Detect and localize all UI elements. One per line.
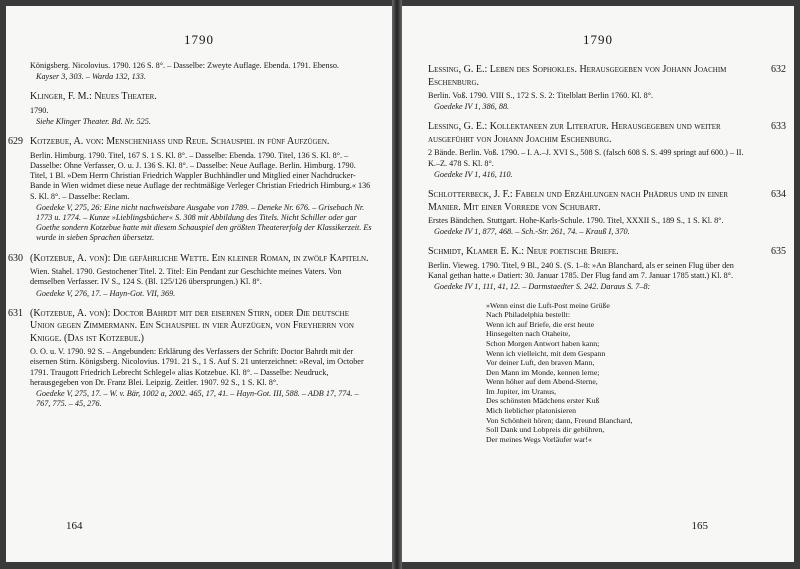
entry-629 (8, 136, 374, 243)
entry-body: Berlin. Himburg. 1790. Titel, 167 S. 1 S. Kl. 8°. – Dasselbe: Ebenda. 1790. Titel, 136 S. Kl. 8°. – Dasselbe: Ohne Verfasser, O. u. J. 136 S. Kl. 8°. – Dasselbe: Neue Auflage. Berlin. Himburg. 1790. Titel, 1 Bl. »Dem Herrn Christian Friedrich Wappler Buchhändler und Mitglied einer Nachdrucker-Bande in Wien widmet diese neue Auflage der rechtmäßige Verleger Christian Friedrich Himburg.« 136 S. Kl. 8°. – Dasselbe: Reclam. (30, 150, 371, 201)
book-gutter (392, 0, 402, 569)
entry-title: Kotzebue, A. von: Menschenhaß und Reue. Schauspiel in fünf Aufzügen. (30, 136, 330, 148)
poem-line: Soll Dank und Lobpreis dir gebühren, (486, 425, 605, 435)
poem-line: Den Mann im Monde, kennen lerne; (486, 367, 600, 377)
entry-literature: Goedeke V, 276, 17. – Hayn-Got. VII, 369. (36, 288, 176, 298)
entry-number: 635 (771, 246, 786, 258)
poem-line: Vor deiner Luft, den braven Mann, (486, 358, 595, 368)
entry-continuation (30, 61, 374, 82)
left-page (6, 6, 392, 562)
entry-title: Lessing, G. E.: Leben des Sophokles. Herausgegeben von Johann Joachim Eschenburg. (428, 64, 727, 88)
entry-633 (428, 121, 786, 180)
entry-number: 634 (771, 189, 786, 201)
entry-body: Königsberg. Nicolovius. 1790. 126 S. 8°. – Dasselbe: Zweyte Auflage. Ebenda. 1791. Ebenso. (30, 61, 339, 70)
entry-literature: Kayser 3, 303. – Warda 132, 133. (36, 72, 146, 82)
poem-line: Schon Morgen Antwort haben kann; (486, 338, 600, 348)
poem-line: »Wenn einst die Luft-Post meine Grüße (486, 300, 610, 310)
entry-literature: Goedeke IV 1, 386, 88. (434, 102, 510, 112)
entry-literature: Goedeke V, 275, 17. – W. v. Bär, 1002 a, 2002. 465, 17, 41. – Hayn-Got. III, 588. – ADB 17, 774. – 767, 775. – 45, 276. (36, 389, 359, 409)
entry-literature: Goedeke V, 275, 26: Eine nicht nachweisbare Ausgabe von 1789. – Deneke Nr. 676. – Grisebach Nr. 1773 u. 1774. – Kunze »Lieblingsbücher« S. 308 mit Abbildung des Titels. Nicht Schiller oder gar Goethe sondern Kotzebue hatte mit diesem Schauspiel den größten Theatererfolg der Klassikerzeit. Es wurde in sieben Sprachen übersetzt. (36, 202, 372, 243)
right-page-content (428, 64, 786, 453)
entry-number: 631 (8, 307, 23, 319)
entry-literature: Goedeke IV 1, 877, 468. – Sch.-Str. 261, 74. – Krauß I, 370. (434, 227, 630, 237)
poem-line: Von Schönheit hören; dann, Freund Blanchard, (486, 415, 633, 425)
entry-title: (Kotzebue, A. von): Die gefährliche Wette. Ein kleiner Roman, in zwölf Kapiteln. (30, 252, 369, 264)
entry-literature: Siehe Klinger Theater. Bd. Nr. 525. (36, 117, 151, 127)
entry-number: 630 (8, 252, 23, 264)
entry-number: 632 (771, 64, 786, 75)
entry-title: (Kotzebue, A. von): Doctor Bahrdt mit der eisernen Stirn, oder Die deutsche Union gegen Zimmermann. Ein Schauspiel in vier Aufzügen, von Freyherrn von Knigge. (Das ist Kotzebue.) (30, 307, 354, 344)
entry-635 (428, 246, 786, 444)
entry-title: Klinger, F. M.: Neues Theater. (30, 91, 157, 103)
entry-title: Schlotterbeck, J. F.: Fabeln und Erzählungen nach Phädrus und in einer Manier. Mit einer Vorrede von Schubart. (428, 189, 729, 213)
entry-body: 1790. (30, 105, 49, 115)
entry-title: Lessing, G. E.: Kollektaneen zur Literatur. Herausgegeben und weiter ausgeführt von Johann Joachim Eschenburg. (428, 121, 721, 145)
poem-line: Hinsegelten nach Otaheite, (486, 329, 571, 339)
poem-line: Wenn ich auf Briefe, die erst heute (486, 319, 595, 329)
poem-line: Der meines Wegs Vorläufer war!« (486, 434, 592, 444)
left-page-header: 1790 (184, 32, 214, 47)
right-page (402, 6, 794, 562)
poem-line: Des schönsten Mädchens erster Kuß (486, 396, 600, 406)
entry-body: Erstes Bändchen. Stuttgart. Hohe-Karls-Schule. 1790. Titel, XXXII S., 189 S., 1 S. Kl. 8°. (428, 216, 724, 226)
entry-631 (8, 307, 374, 410)
poem-line: Wenn ich vielleicht, mit dem Gespann (486, 348, 606, 358)
right-page-number: 165 (691, 520, 708, 532)
entry-literature: Goedeke IV 1, 416, 110. (434, 169, 513, 179)
entry-body: O. O. u. V. 1790. 92 S. – Angebunden: Erklärung des Verfassers der Schrift: Doctor Bahrdt mit der eisernen Stirn. Königsberg. Nicolovius. 1791. 21 S., 1 S. Auf S. 21 unterzeichnet: »Reval, im October 1791. Traugott Friedrich Lebrecht Schlegel« alias Kotzebue. Kl. 8°. – Dasselbe: Neudruck, herausgegeben von Dr. Franz Blei. Leipzig. Zeitler. 1907. 92 S., 1 S. Kl. 8°. (30, 347, 364, 387)
entry-title: Schmidt, Klamer E. K.: Neue poetische Briefe. (428, 246, 619, 258)
entry-632 (428, 64, 786, 112)
left-page-number: 164 (66, 520, 83, 532)
entry-body: Berlin. Voß. 1790. VIII S., 172 S. S. 2: Titelblatt Berlin 1760. Kl. 8°. (428, 91, 654, 100)
entry-630 (8, 252, 374, 299)
left-page-content (8, 61, 374, 418)
entry-klinger (30, 91, 374, 127)
entry-literature: Goedeke IV 1, 111, 41, 12. – Darmstaedter S. 242. Daraus S. 7–8: (434, 282, 651, 292)
entry-body: Berlin. Vieweg. 1790. Titel, 9 Bl., 240 S. (S. 1–8: »An Blanchard, als er seinen Flug über den Kanal gethan hatte.« Datiert: 30. Januar 1785. Der Flug fand am 7. Januar 1785 statt.) Kl. 8°. (428, 260, 734, 281)
entry-number: 633 (771, 121, 786, 133)
poem-line: Nach Philadelphia bestellt: (486, 310, 571, 320)
entry-number: 629 (8, 136, 23, 148)
entry-634 (428, 189, 786, 237)
entry-body: Wien. Stahel. 1790. Gestochener Titel. 2. Titel: Ein Pendant zur Geschichte meines Vaters. Von demselben Verfasser. IV S., 124 S. (Bl. 125/126 übersprungen.) Kl. 8°. (30, 267, 342, 287)
right-page-header: 1790 (583, 32, 613, 47)
poem-line: Wenn höher auf dem Abend-Sterne, (486, 377, 598, 387)
poem-line: Im Jupiter, im Uranus, (486, 386, 557, 396)
entry-body: 2 Bände. Berlin. Voß. 1790. – I. A.–J. XVI S., 508 S. (falsch 608 S. S. 499 springt auf 600.) – II. K.–Z. 478 S. Kl. 8°. (428, 148, 744, 168)
poem-quote (486, 301, 748, 445)
poem-line: Mich lieblicher platonisieren (486, 406, 577, 416)
